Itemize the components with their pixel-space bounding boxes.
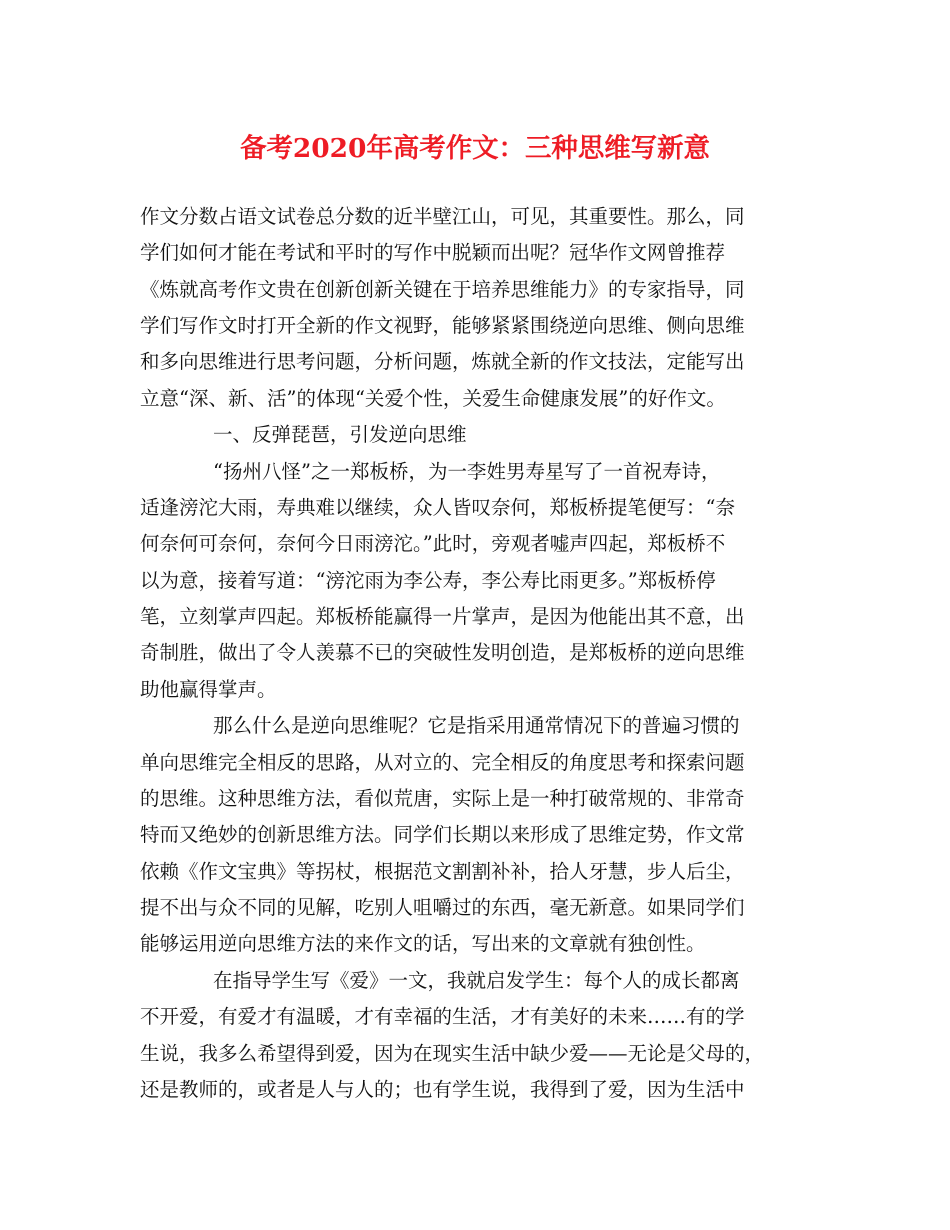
body-line: 不开爱，有爱才有温暖，才有幸福的生活，才有美好的未来……有的学 [140,1005,745,1028]
body-line: 《炼就高考作文贵在创新创新关键在于培养思维能力》的专家指导，同 [140,278,745,301]
body-line: 单向思维完全相反的思路，从对立的、完全相反的角度思考和探索问题 [140,751,745,774]
body-line: 作文分数占语文试卷总分数的近半壁江山，可见，其重要性。那么，同 [140,205,745,228]
body-line: 那么什么是逆向思维呢？它是指采用通常情况下的普遍习惯的 [213,714,740,737]
body-line: “扬州八怪”之一郑板桥，为一李姓男寿星写了一首祝寿诗， [213,460,721,483]
body-line: 助他赢得掌声。 [140,678,277,701]
body-line: 何奈何可奈何，奈何今日雨滂沱。”此时，旁观者嘘声四起，郑板桥不 [140,532,726,555]
body-line: 和多向思维进行思考问题，分析问题，炼就全新的作文技法，定能写出 [140,350,745,373]
body-line: 适逢滂沱大雨，寿典难以继续，众人皆叹奈何，郑板桥提笔便写：“奈 [140,496,735,519]
body-line: 以为意，接着写道：“滂沱雨为李公寿，李公寿比雨更多。”郑板桥停 [140,569,716,592]
body-line: 特而又绝妙的创新思维方法。同学们长期以来形成了思维定势，作文常 [140,823,745,846]
body-line: 还是教师的，或者是人与人的；也有学生说，我得到了爱，因为生活中 [140,1078,745,1101]
body-line: 能够运用逆向思维方法的来作文的话，写出来的文章就有独创性。 [140,932,706,955]
body-line: 生说，我多么希望得到爱，因为在现实生活中缺少爱——无论是父母的， [140,1042,765,1065]
body-line: 学们写作文时打开全新的作文视野，能够紧紧围绕逆向思维、侧向思维 [140,314,745,337]
body-line: 的思维。这种思维方法，看似荒唐，实际上是一种打破常规的、非常奇 [140,787,745,810]
body-line: 提不出与众不同的见解，吃别人咀嚼过的东西，毫无新意。如果同学们 [140,896,745,919]
body-line: 立意“深、新、活”的体现“关爱个性，关爱生命健康发展”的好作文。 [140,387,726,410]
body-line: 奇制胜，做出了令人羡慕不已的突破性发明创造，是郑板桥的逆向思维 [140,641,745,664]
body-line: 依赖《作文宝典》等拐杖，根据范文割割补补，拾人牙慧，步人后尘， [140,860,745,883]
document-title: 备考2020年高考作文：三种思维写新意 [240,133,710,164]
section-heading: 一、反弹琵琶，引发逆向思维 [213,423,467,446]
body-line: 笔，立刻掌声四起。郑板桥能赢得一片掌声，是因为他能出其不意，出 [140,605,745,628]
body-line: 在指导学生写《爱》一文，我就启发学生：每个人的成长都离 [213,969,740,992]
body-line: 学们如何才能在考试和平时的写作中脱颖而出呢？冠华作文网曾推荐 [140,241,726,264]
